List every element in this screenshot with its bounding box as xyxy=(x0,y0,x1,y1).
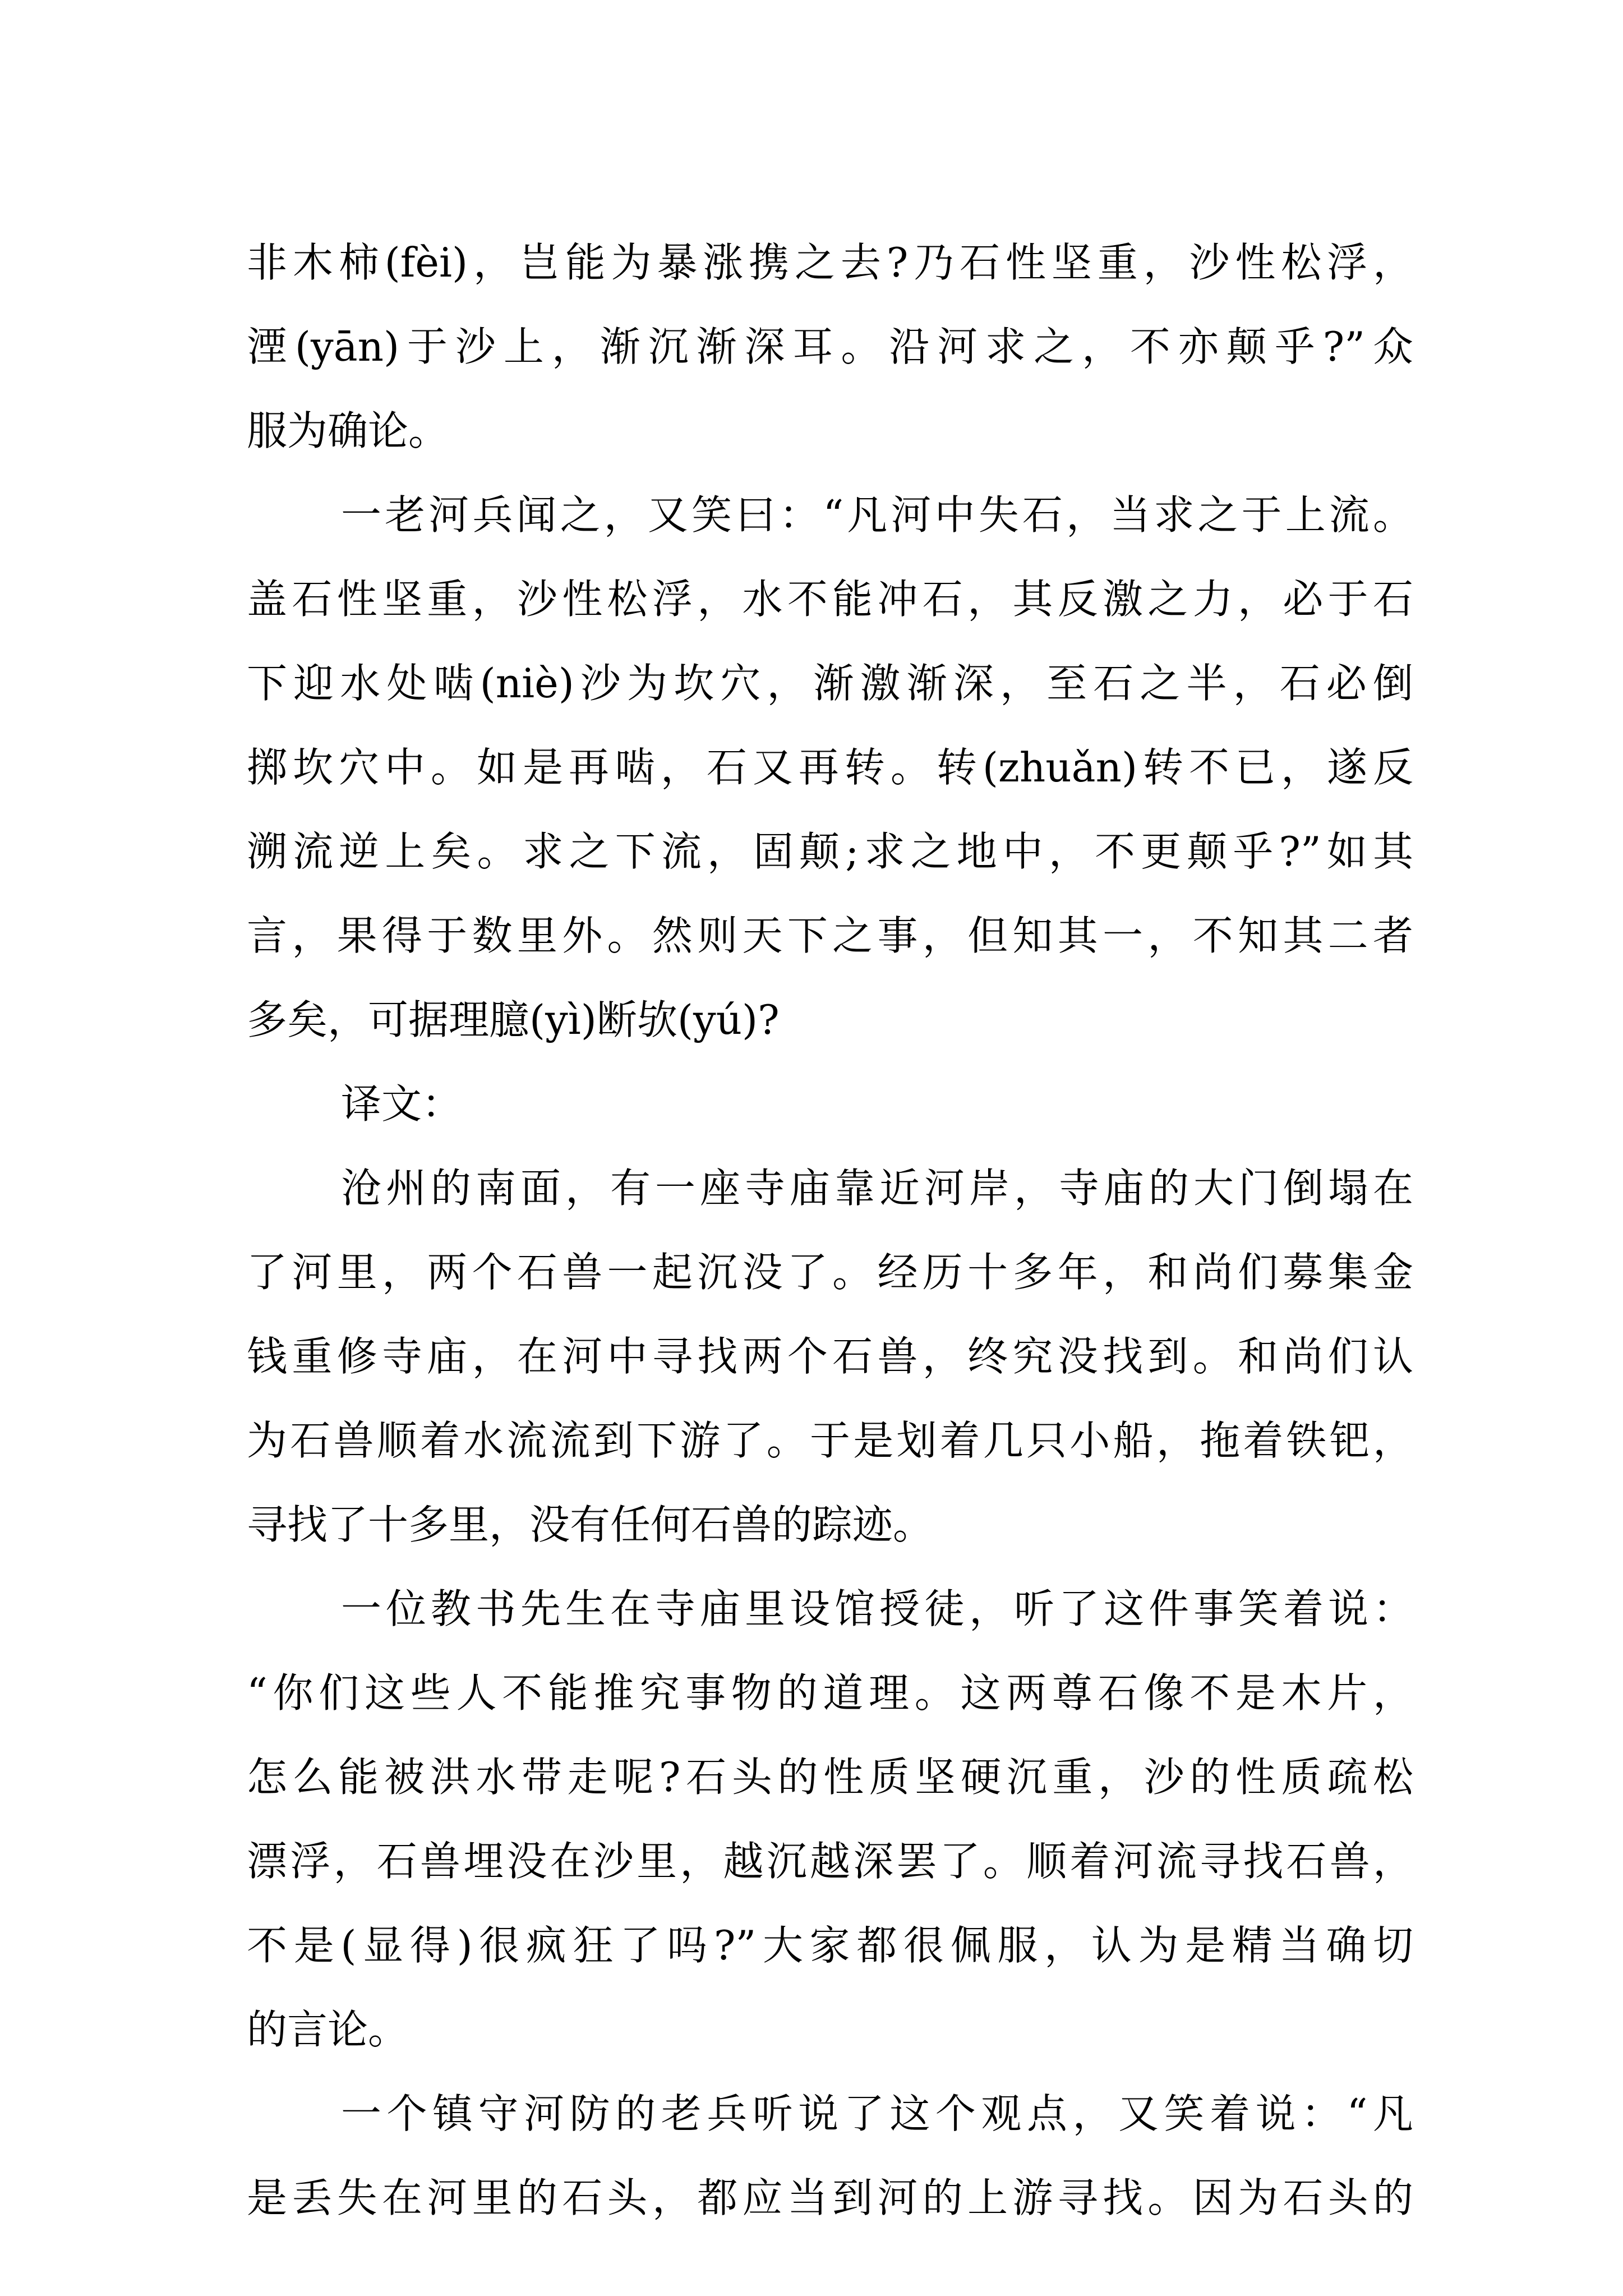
text-line: 为石兽顺着水流流到下游了。于是划着几只小船，拖着铁钯， xyxy=(247,1417,1413,1464)
text-line: 译文： xyxy=(341,1080,463,1128)
text-line: “你们这些人不能推究事物的道理。这两尊石像不是木片， xyxy=(247,1669,1413,1717)
text-line: 湮(yān)于沙上，渐沉渐深耳。沿河求之，不亦颠乎?”众 xyxy=(247,323,1413,370)
text-line: 一个镇守河防的老兵听说了这个观点，又笑着说：“凡 xyxy=(341,2090,1413,2137)
text-line: 非木柿(fèi)，岂能为暴涨携之去?乃石性坚重，沙性松浮， xyxy=(247,239,1413,286)
document-body xyxy=(247,220,1413,2240)
text-line: 一老河兵闻之，又笑曰：“凡河中失石，当求之于上流。 xyxy=(341,491,1413,539)
text-line: 了河里，两个石兽一起沉没了。经历十多年，和尚们募集金 xyxy=(247,1249,1413,1296)
text-line: 沧州的南面，有一座寺庙靠近河岸，寺庙的大门倒塌在 xyxy=(341,1165,1413,1212)
text-line: 溯流逆上矣。求之下流，固颠;求之地中，不更颠乎?”如其 xyxy=(247,828,1413,875)
text-line: 盖石性坚重，沙性松浮，水不能冲石，其反激之力，必于石 xyxy=(247,576,1413,623)
paragraph xyxy=(247,1567,1413,2072)
text-line: 不是(显得)很疯狂了吗?”大家都很佩服，认为是精当确切 xyxy=(247,1922,1413,1969)
text-line: 怎么能被洪水带走呢?石头的性质坚硬沉重，沙的性质疏松 xyxy=(247,1754,1413,1801)
paragraph xyxy=(247,2072,1413,2240)
text-line: 服为确论。 xyxy=(247,407,449,454)
text-line: 言，果得于数里外。然则天下之事，但知其一，不知其二者 xyxy=(247,912,1413,959)
paragraph xyxy=(247,473,1413,1062)
text-line: 的言论。 xyxy=(247,2006,409,2053)
text-line: 多矣，可据理臆(yì)断欤(yú)? xyxy=(247,996,780,1043)
text-line: 掷坎穴中。如是再啮，石又再转。转(zhuǎn)转不已，遂反 xyxy=(247,744,1413,791)
paragraph xyxy=(247,220,1413,473)
paragraph xyxy=(247,1146,1413,1567)
text-line: 下迎水处啮(niè)沙为坎穴，渐激渐深，至石之半，石必倒 xyxy=(247,660,1413,707)
translation-heading xyxy=(247,1062,1413,1146)
text-line: 寻找了十多里，没有任何石兽的踪迹。 xyxy=(247,1501,934,1548)
text-line: 一位教书先生在寺庙里设馆授徒，听了这件事笑着说： xyxy=(341,1585,1413,1632)
text-line: 漂浮，石兽埋没在沙里，越沉越深罢了。顺着河流寻找石兽， xyxy=(247,1838,1413,1885)
text-line: 是丢失在河里的石头，都应当到河的上游寻找。因为石头的 xyxy=(247,2174,1413,2221)
text-line: 钱重修寺庙，在河中寻找两个石兽，终究没找到。和尚们认 xyxy=(247,1333,1413,1380)
